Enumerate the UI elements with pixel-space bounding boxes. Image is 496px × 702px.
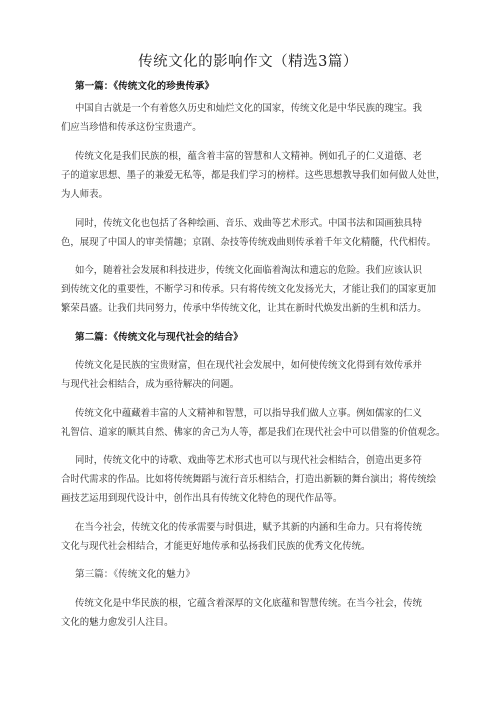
paragraph-line: 同时，传统文化也包括了各种绘画、音乐、戏曲等艺术形式。中国书法和国画独具特 bbox=[75, 218, 422, 229]
paragraph-line: 如今，随着社会发展和科技进步，传统文化面临着淘汰和遗忘的危险。我们应该认识 bbox=[75, 265, 422, 276]
paragraph-line: 繁荣昌盛。让我们共同努力，传承中华传统文化，让其在新时代焕发出新的生机和活力。 bbox=[61, 303, 427, 314]
paragraph-line: 传统文化中蕴藏着丰富的人文精神和智慧，可以指导我们做人立事。例如儒家的仁义 bbox=[75, 408, 422, 419]
paragraph-line: 画技艺运用到现代设计中，创作出具有传统文化特色的现代作品等。 bbox=[61, 493, 343, 504]
section-heading-2: 第二篇：《传统文化与现代社会的结合》 bbox=[75, 332, 243, 343]
document-title: 传统文化的影响作文（精选3篇） bbox=[138, 54, 358, 70]
paragraph-line: 传统文化是我们民族的根，蕴含着丰富的智慧和人文精神。例如孔子的仁义道德、老 bbox=[75, 151, 422, 162]
section-heading-1: 第一篇：《传统文化的珍贵传承》 bbox=[75, 81, 215, 92]
paragraph-line: 文化的魅力愈发引人注目。 bbox=[61, 617, 174, 628]
paragraph-line: 传统文化是民族的宝贵财富，但在现代社会发展中，如何使传统文化得到有效传承并 bbox=[75, 360, 422, 371]
paragraph-line: 子的道家思想、墨子的兼爱无私等，都是我们学习的榜样。这些思想教导我们如何做人处世， bbox=[61, 170, 446, 181]
paragraph-line: 到传统文化的重要性，不断学习和传承。只有将传统文化发扬光大，才能让我们的国家更加 bbox=[61, 284, 437, 295]
paragraph-line: 中国自古就是一个有着悠久历史和灿烂文化的国家，传统文化是中华民族的瑰宝。我 bbox=[75, 103, 422, 114]
paragraph-line: 传统文化是中华民族的根，它蕴含着深厚的文化底蕴和智慧传统。在当今社会，传统 bbox=[75, 598, 422, 609]
paragraph-line: 为人师表。 bbox=[61, 189, 108, 200]
paragraph-line: 文化与现代社会相结合，才能更好地传承和弘扬我们民族的优秀文化传统。 bbox=[61, 541, 371, 552]
paragraph-line: 在当今社会，传统文化的传承需要与时俱进，赋予其新的内涵和生命力。只有将传统 bbox=[75, 522, 422, 533]
paragraph-line: 合时代需求的作品。比如将传统舞蹈与流行音乐相结合，打造出新颖的舞台演出；将传统绘 bbox=[61, 474, 437, 485]
paragraph-line: 礼智信、道家的顺其自然、佛家的舍己为人等，都是我们在现代社会中可以借鉴的价值观念。 bbox=[61, 427, 446, 438]
paragraph-line: 与现代社会相结合，成为亟待解决的问题。 bbox=[61, 379, 240, 390]
section-heading-3: 第三篇：《传统文化的魅力》 bbox=[75, 569, 195, 580]
paragraph-line: 同时，传统文化中的诗歌、戏曲等艺术形式也可以与现代社会相结合，创造出更多符 bbox=[75, 455, 422, 466]
paragraph-line: 们应当珍惜和传承这份宝贵遗产。 bbox=[61, 122, 202, 133]
paragraph-line: 色，展现了中国人的审美情趣；京剧、杂技等传统戏曲则传承着千年文化精髓，代代相传。 bbox=[61, 237, 437, 248]
